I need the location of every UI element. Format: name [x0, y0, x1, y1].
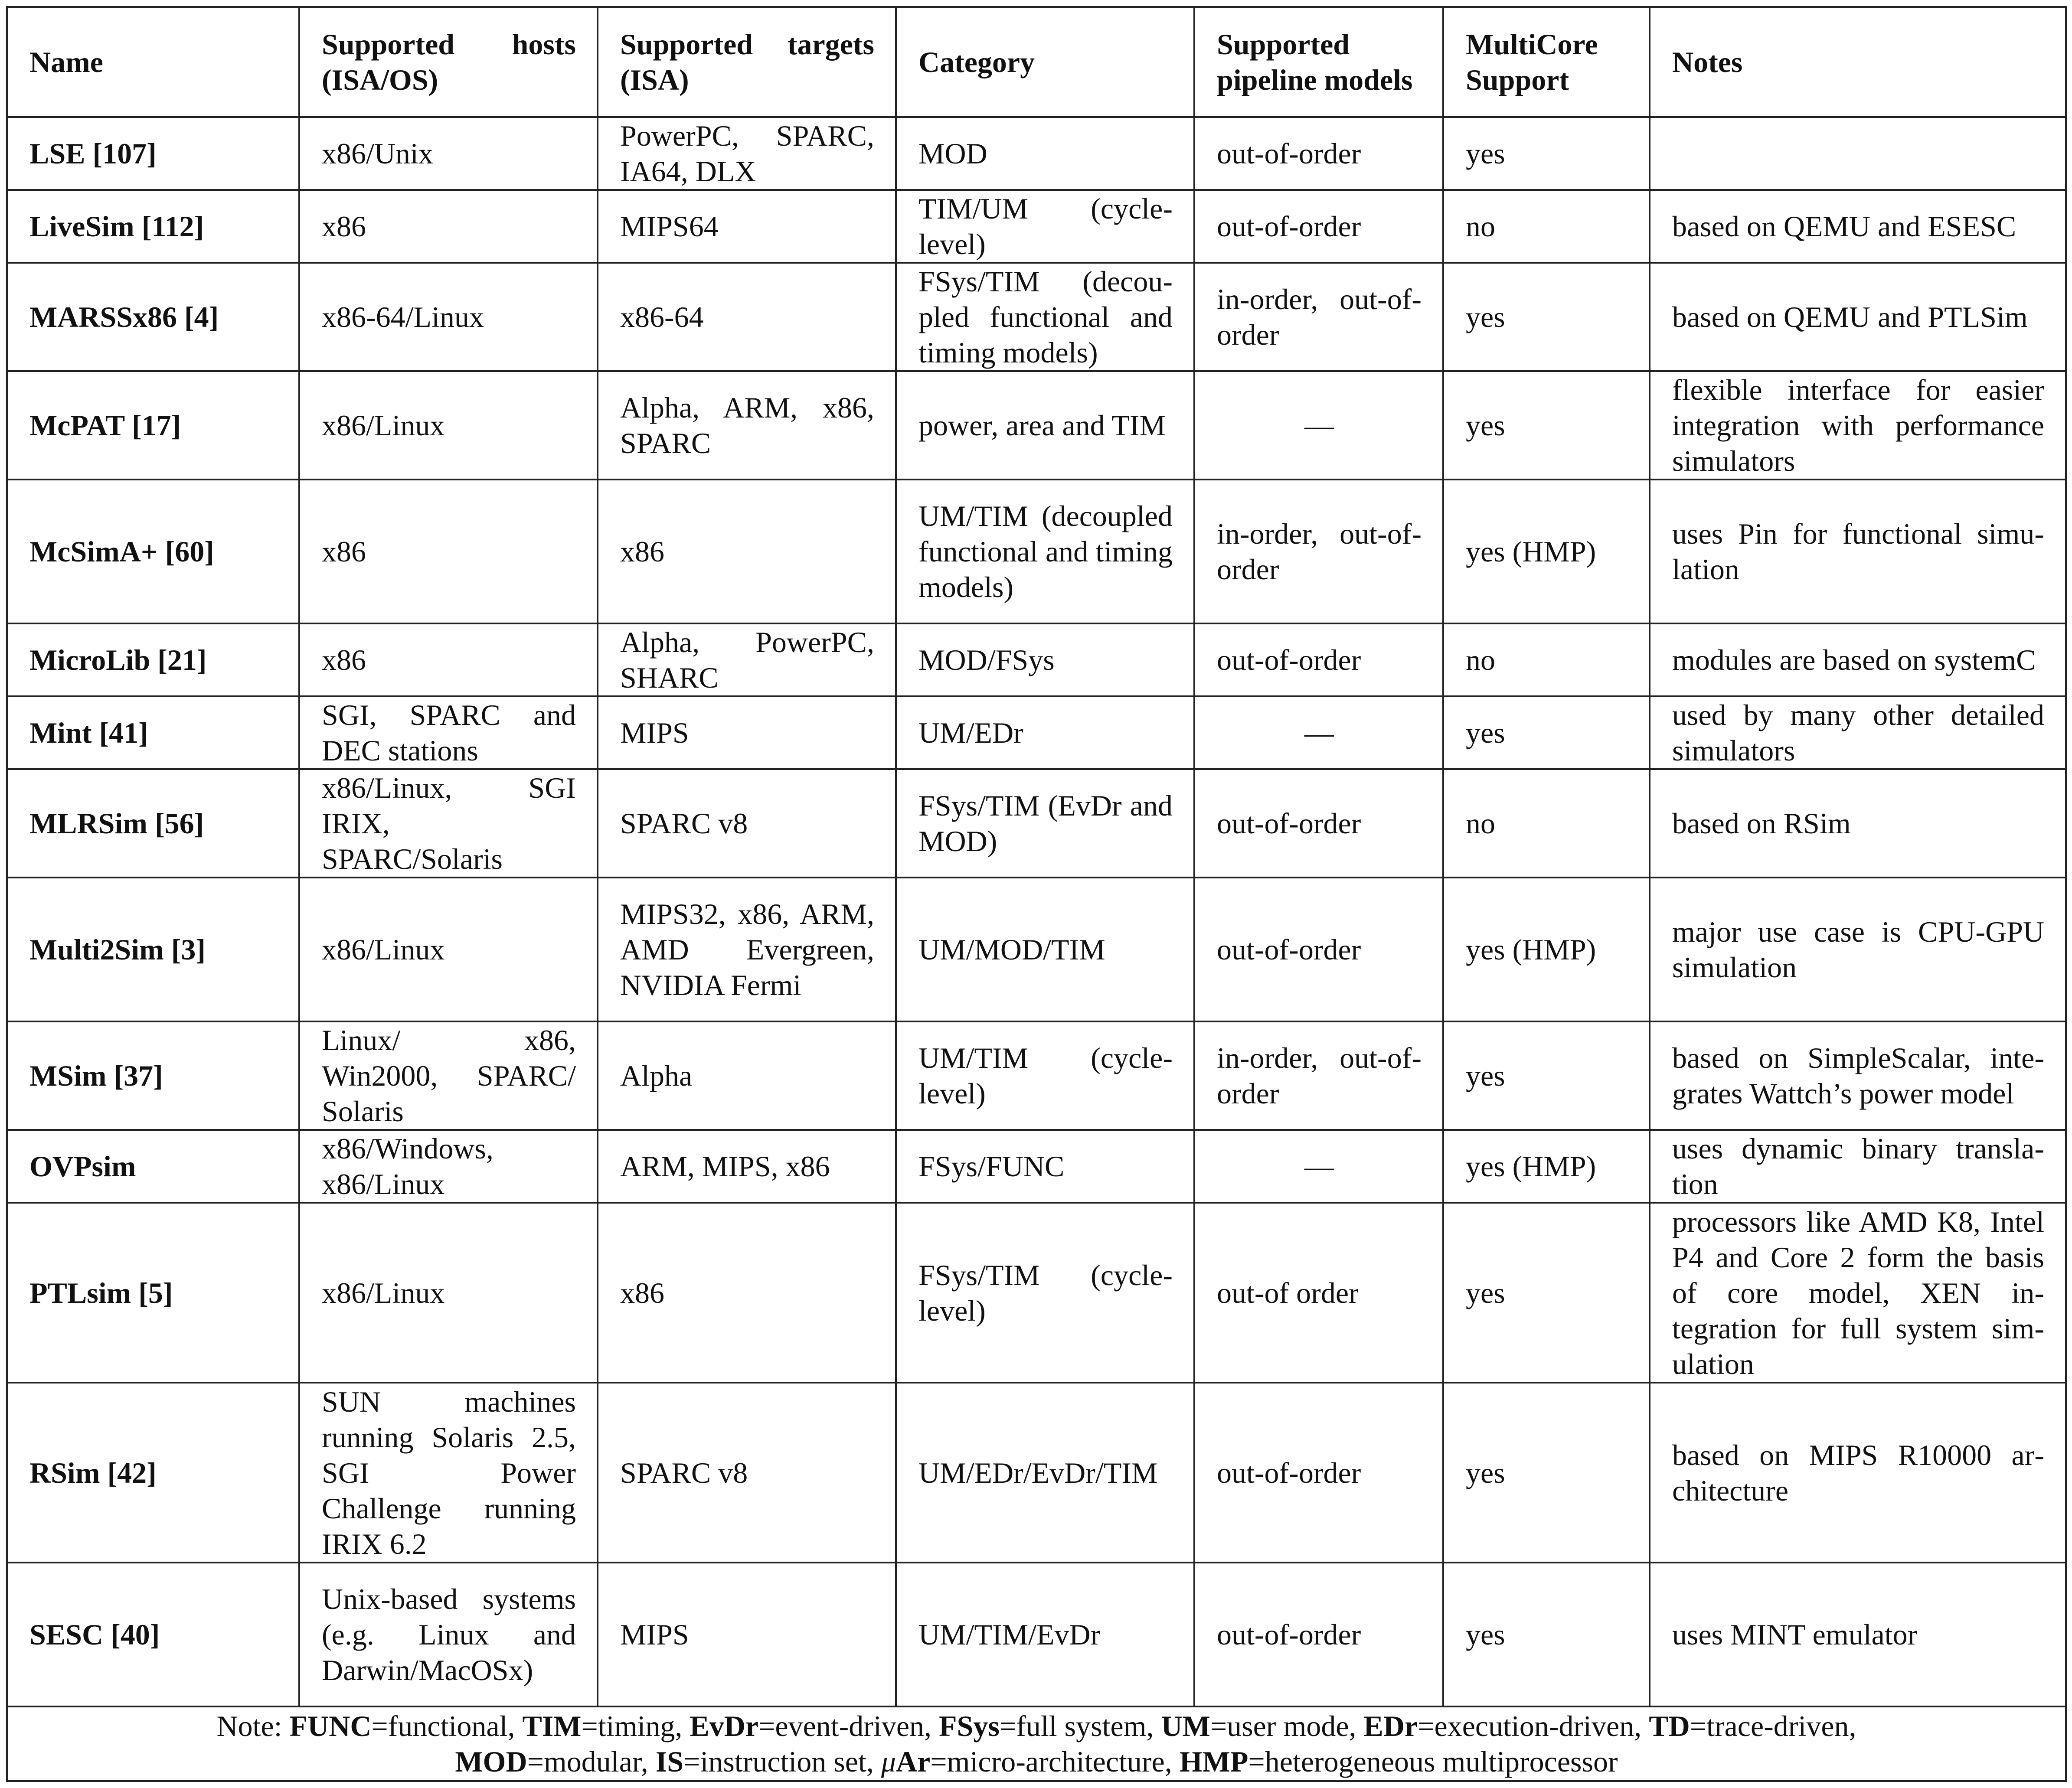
cell-targets: x86-64 [598, 263, 896, 371]
table-footnote-row [7, 1706, 2066, 1781]
cell-category: FSys/TIM (decoupled functional and timing models) [896, 263, 1194, 371]
footnote-abbr: Ar [895, 1745, 931, 1778]
cell-hosts: Unix-based systems (e.g. Linux and Darwin/MacOSx) [299, 1563, 598, 1706]
cell-pipeline: out-of-order [1194, 623, 1443, 696]
footnote-prefix: Note: [216, 1710, 290, 1742]
cell-name: MicroLib [21] [7, 623, 299, 696]
cell-notes: based on SimpleScalar, integrates Wattch’s power model [1650, 1021, 2066, 1130]
cell-multicore: yes (HMP) [1443, 480, 1650, 623]
table-footnote [7, 1706, 2066, 1781]
cell-multicore: yes [1443, 1563, 1650, 1706]
cell-multicore: yes [1443, 1383, 1650, 1563]
footnote-meaning: =modular, [527, 1745, 656, 1778]
footnote-abbr: HMP [1179, 1745, 1248, 1778]
cell-name: MSim [37] [7, 1021, 299, 1130]
footnote-meaning: =functional, [371, 1710, 523, 1742]
cell-notes: based on QEMU and PTLSim [1650, 263, 2066, 371]
table-row [7, 1383, 2066, 1563]
cell-pipeline: — [1194, 1130, 1443, 1203]
table-row [7, 190, 2066, 263]
cell-category: power, area and TIM [896, 371, 1194, 480]
cell-hosts: x86/Unix [299, 117, 598, 190]
table-row [7, 371, 2066, 480]
cell-pipeline: out-of-order [1194, 1563, 1443, 1706]
cell-targets: Alpha, ARM, x86, SPARC [598, 371, 896, 480]
cell-notes: flexible interface for easier integration with performance simulators [1650, 371, 2066, 480]
cell-name: MARSSx86 [4] [7, 263, 299, 371]
cell-name: McPAT [17] [7, 371, 299, 480]
cell-category: UM/TIM/EvDr [896, 1563, 1194, 1706]
footnote-abbr: TIM [522, 1710, 582, 1742]
cell-multicore: no [1443, 769, 1650, 878]
cell-multicore: no [1443, 190, 1650, 263]
cell-pipeline: out-of-order [1194, 1383, 1443, 1563]
cell-notes: uses Pin for functional simulation [1650, 480, 2066, 623]
cell-pipeline: in-order, out-of-order [1194, 1021, 1443, 1130]
cell-hosts: x86/Linux [299, 1203, 598, 1383]
table-row [7, 878, 2066, 1021]
table-row [7, 696, 2066, 769]
cell-hosts: x86 [299, 480, 598, 623]
cell-multicore: yes [1443, 117, 1650, 190]
cell-name: SESC [40] [7, 1563, 299, 1706]
cell-pipeline: in-order, out-of-order [1194, 263, 1443, 371]
cell-name: MLRSim [56] [7, 769, 299, 878]
column-header-notes: Notes [1650, 7, 2066, 117]
cell-hosts: x86 [299, 623, 598, 696]
cell-targets: x86 [598, 480, 896, 623]
column-header-multicore: MultiCore Support [1443, 7, 1650, 117]
footnote-meaning: =event-driven, [758, 1710, 939, 1742]
footnote-abbr: IS [655, 1745, 684, 1778]
cell-pipeline: out-of order [1194, 1203, 1443, 1383]
footnote-abbr-greek: μ [881, 1745, 896, 1778]
cell-multicore: yes [1443, 696, 1650, 769]
cell-category: MOD/FSys [896, 623, 1194, 696]
cell-targets: Alpha [598, 1021, 896, 1130]
table-row [7, 1130, 2066, 1203]
footnote-meaning: =timing, [581, 1710, 690, 1742]
cell-hosts: x86 [299, 190, 598, 263]
cell-notes: based on QEMU and ESESC [1650, 190, 2066, 263]
table-row [7, 117, 2066, 190]
cell-targets: MIPS [598, 696, 896, 769]
column-header-category: Category [896, 7, 1194, 117]
cell-hosts: x86-64/Linux [299, 263, 598, 371]
cell-hosts: x86/Linux [299, 878, 598, 1021]
cell-name: RSim [42] [7, 1383, 299, 1563]
column-header-targets: Supported targets (ISA) [598, 7, 896, 117]
document-page [6, 6, 2065, 1782]
cell-notes: major use case is CPU-GPU simulation [1650, 878, 2066, 1021]
table-row [7, 1021, 2066, 1130]
cell-name: LiveSim [112] [7, 190, 299, 263]
footnote-line-1 [25, 1708, 2048, 1744]
footnote-meaning: =execution-driven, [1418, 1710, 1649, 1742]
footnote-meaning: =full system, [999, 1710, 1161, 1742]
cell-targets: MIPS [598, 1563, 896, 1706]
cell-hosts: SGI, SPARC and DEC stations [299, 696, 598, 769]
cell-targets: PowerPC, SPARC, IA64, DLX [598, 117, 896, 190]
cell-pipeline: out-of-order [1194, 878, 1443, 1021]
cell-multicore: yes [1443, 1021, 1650, 1130]
cell-notes: based on RSim [1650, 769, 2066, 878]
footnote-line-2 [25, 1744, 2048, 1779]
cell-hosts: SUN machines running Solaris 2.5, SGI Power Challenge running IRIX 6.2 [299, 1383, 598, 1563]
table-row [7, 769, 2066, 878]
footnote-abbr: EDr [1363, 1710, 1418, 1742]
cell-category: UM/TIM (decoupled functional and timing models) [896, 480, 1194, 623]
cell-multicore: yes (HMP) [1443, 878, 1650, 1021]
footnote-abbr: TD [1649, 1710, 1690, 1742]
cell-pipeline: out-of-order [1194, 190, 1443, 263]
cell-multicore: yes (HMP) [1443, 1130, 1650, 1203]
cell-targets: MIPS32, x86, ARM, AMD Evergreen, NVIDIA Fermi [598, 878, 896, 1021]
cell-hosts: x86/Linux [299, 371, 598, 480]
cell-notes: processors like AMD K8, Intel P4 and Core 2 form the basis of core model, XEN integration for full system simulation [1650, 1203, 2066, 1383]
cell-category: FSys/FUNC [896, 1130, 1194, 1203]
table-header-row [7, 7, 2066, 117]
cell-targets: SPARC v8 [598, 1383, 896, 1563]
cell-name: PTLsim [5] [7, 1203, 299, 1383]
cell-notes: uses MINT emulator [1650, 1563, 2066, 1706]
cell-multicore: yes [1443, 1203, 1650, 1383]
table-row [7, 263, 2066, 371]
cell-targets: x86 [598, 1203, 896, 1383]
cell-hosts: Linux/ x86, Win2000, SPARC/ Solaris [299, 1021, 598, 1130]
footnote-abbr: UM [1161, 1710, 1210, 1742]
cell-name: LSE [107] [7, 117, 299, 190]
cell-pipeline: out-of-order [1194, 769, 1443, 878]
cell-pipeline: — [1194, 696, 1443, 769]
cell-multicore: no [1443, 623, 1650, 696]
cell-targets: SPARC v8 [598, 769, 896, 878]
footnote-abbr: MOD [455, 1745, 527, 1778]
cell-name: Multi2Sim [3] [7, 878, 299, 1021]
cell-category: FSys/TIM (cycle-level) [896, 1203, 1194, 1383]
cell-notes: based on MIPS R10000 architecture [1650, 1383, 2066, 1563]
simulator-comparison-table [6, 6, 2067, 1782]
cell-pipeline: out-of-order [1194, 117, 1443, 190]
footnote-meaning: =trace-driven, [1690, 1710, 1856, 1742]
cell-multicore: yes [1443, 263, 1650, 371]
cell-notes [1650, 117, 2066, 190]
column-header-hosts: Supported hosts (ISA/OS) [299, 7, 598, 117]
column-header-pipeline: Supported pipeline models [1194, 7, 1443, 117]
cell-category: UM/TIM (cycle-level) [896, 1021, 1194, 1130]
cell-notes: uses dynamic binary translation [1650, 1130, 2066, 1203]
cell-targets: Alpha, PowerPC, SHARC [598, 623, 896, 696]
cell-category: UM/EDr [896, 696, 1194, 769]
footnote-meaning: =heterogeneous multiprocessor [1248, 1745, 1618, 1778]
cell-targets: MIPS64 [598, 190, 896, 263]
cell-category: UM/MOD/TIM [896, 878, 1194, 1021]
cell-multicore: yes [1443, 371, 1650, 480]
table-row [7, 1203, 2066, 1383]
cell-notes: used by many other detailed simulators [1650, 696, 2066, 769]
footnote-abbr: FSys [939, 1710, 1000, 1742]
cell-name: OVPsim [7, 1130, 299, 1203]
cell-category: MOD [896, 117, 1194, 190]
cell-pipeline: in-order, out-of-order [1194, 480, 1443, 623]
table-body [7, 117, 2066, 1706]
cell-pipeline: — [1194, 371, 1443, 480]
cell-targets: ARM, MIPS, x86 [598, 1130, 896, 1203]
cell-category: UM/EDr/EvDr/TIM [896, 1383, 1194, 1563]
footnote-meaning: =user mode, [1210, 1710, 1364, 1742]
cell-name: McSimA+ [60] [7, 480, 299, 623]
cell-notes: modules are based on systemC [1650, 623, 2066, 696]
cell-hosts: x86/Windows, x86/Linux [299, 1130, 598, 1203]
footnote-meaning: =instruction set, [683, 1745, 881, 1778]
footnote-abbr: EvDr [690, 1710, 759, 1742]
cell-name: Mint [41] [7, 696, 299, 769]
cell-category: TIM/UM (cycle-level) [896, 190, 1194, 263]
footnote-meaning: =micro-architecture, [930, 1745, 1180, 1778]
table-row [7, 623, 2066, 696]
cell-hosts: x86/Linux, SGI IRIX, SPARC/Solaris [299, 769, 598, 878]
table-row [7, 1563, 2066, 1706]
table-row [7, 480, 2066, 623]
column-header-name: Name [7, 7, 299, 117]
cell-category: FSys/TIM (EvDr and MOD) [896, 769, 1194, 878]
footnote-abbr: FUNC [289, 1710, 372, 1742]
